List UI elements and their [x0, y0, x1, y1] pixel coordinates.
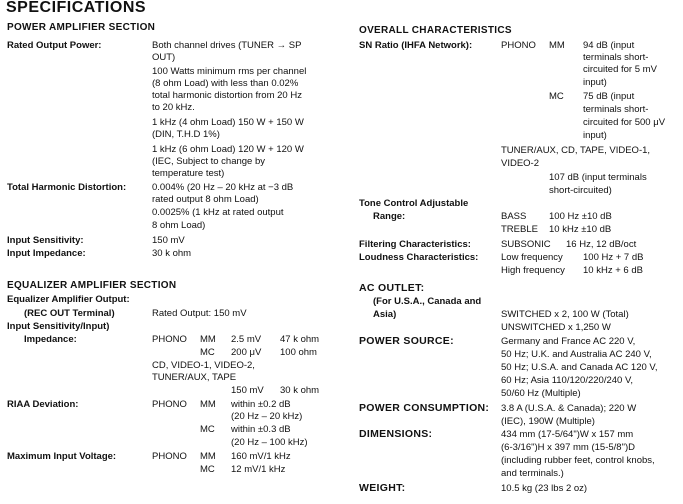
dimensions-line: (including rubber feet, control knobs, — [501, 455, 655, 466]
thd-line: 0.004% (20 Hz – 20 kHz at −3 dB — [152, 182, 294, 193]
rec-out-label: (REC OUT Terminal) — [24, 308, 115, 319]
mm-sensitivity: 2.5 mV — [231, 334, 262, 345]
rated-output-line: 1 kHz (4 ohm Load) 150 W + 150 W — [152, 117, 304, 128]
loudness-high-label: High frequency — [501, 265, 565, 276]
rated-output-line: 100 Watts minimum rms per channel — [152, 66, 307, 77]
weight-value: 10.5 kg (23 lbs 2 oz) — [501, 483, 588, 494]
input-sensitivity-impedance-label: Input Sensitivity/Input) — [7, 321, 110, 332]
thd-line: rated output 8 ohm Load) — [152, 194, 259, 205]
sn-other-value: short-circuited) — [549, 185, 612, 196]
power-consumption-heading: POWER CONSUMPTION: — [359, 402, 490, 414]
weight-heading: WEIGHT: — [359, 482, 406, 494]
input-impedance-value: 30 k ohm — [152, 248, 192, 259]
power-source-line: 50/60 Hz (Multiple) — [501, 388, 581, 399]
dimensions-line: and terminals.) — [501, 468, 564, 479]
eq-output-label: Equalizer Amplifier Output: — [7, 294, 130, 305]
treble-value: 10 kHz ±10 dB — [549, 224, 612, 235]
sn-mm-line: circuited for 5 mV — [583, 64, 657, 75]
rated-output-line: total harmonic distortion from 20 Hz — [152, 90, 302, 101]
dimensions-line: 434 mm (17-5/64")W x 157 mm — [501, 429, 634, 440]
mc-label: MC — [200, 347, 215, 358]
sn-mc-line: circuited for 500 μV — [583, 117, 666, 128]
power-amp-heading: POWER AMPLIFIER SECTION — [7, 22, 156, 33]
input-impedance-label: Input Impedance: — [7, 248, 86, 259]
mm-impedance: 47 k ohm — [280, 334, 320, 345]
ac-outlet-sub: (For U.S.A., Canada and — [373, 296, 482, 307]
sn-mm-label: MM — [549, 40, 565, 51]
loudness-low-value: 100 Hz + 7 dB — [583, 252, 644, 263]
max-mc-label: MC — [200, 464, 215, 475]
mm-label: MM — [200, 334, 216, 345]
riaa-mm-range: (20 Hz – 20 kHz) — [231, 411, 303, 422]
loudness-label: Loudness Characteristics: — [359, 252, 479, 263]
loudness-high-value: 10 kHz + 6 dB — [583, 265, 643, 276]
switched-value: SWITCHED x 2, 100 W (Total) — [501, 309, 629, 320]
other-inputs-line: CD, VIDEO-1, VIDEO-2, — [152, 360, 255, 371]
power-consumption-line: 3.8 A (U.S.A. & Canada); 220 W — [501, 403, 637, 414]
power-source-line: Germany and France AC 220 V, — [501, 336, 636, 347]
mc-sensitivity: 200 μV — [231, 347, 262, 358]
rated-output-line: (DIN, T.H.D 1%) — [152, 129, 220, 140]
riaa-mc-value: within ±0.3 dB — [231, 424, 291, 435]
sn-mc-label: MC — [549, 91, 564, 102]
riaa-mm-value: within ±0.2 dB — [231, 399, 291, 410]
filtering-label: Filtering Characteristics: — [359, 239, 471, 250]
max-mc-value: 12 mV/1 kHz — [231, 464, 286, 475]
power-source-line: 60 Hz; Asia 110/120/220/240 V, — [501, 375, 634, 386]
ac-outlet-sub: Asia) — [373, 309, 397, 320]
phono-label: PHONO — [152, 334, 187, 345]
tone-range-label: Range: — [373, 211, 406, 222]
rated-output-line: Both channel drives (TUNER → SP — [152, 40, 302, 51]
rated-output-line: (8 ohm Load) with less than 0.02% — [152, 78, 299, 89]
thd-label: Total Harmonic Distortion: — [7, 182, 127, 193]
riaa-mc-label: MC — [200, 424, 215, 435]
sn-phono-label: PHONO — [501, 40, 536, 51]
sn-other-inputs: TUNER/AUX, CD, TAPE, VIDEO-1, — [501, 145, 651, 156]
rated-output-line: (IEC, Subject to change by — [152, 156, 266, 167]
ac-outlet-heading: AC OUTLET: — [359, 282, 425, 294]
sn-mm-line: terminals short- — [583, 52, 649, 63]
input-sensitivity-label: Input Sensitivity: — [7, 235, 84, 246]
sn-ratio-label: SN Ratio (IHFA Network): — [359, 40, 473, 51]
rated-output-line: temperature test) — [152, 168, 225, 179]
other-inputs-line: TUNER/AUX, TAPE — [152, 372, 237, 383]
riaa-label: RIAA Deviation: — [7, 399, 79, 410]
power-source-heading: POWER SOURCE: — [359, 335, 454, 347]
rated-output-line: to 20 kHz. — [152, 102, 195, 113]
rec-out-value: Rated Output: 150 mV — [152, 308, 247, 319]
riaa-phono-label: PHONO — [152, 399, 187, 410]
max-input-label: Maximum Input Voltage: — [7, 451, 117, 462]
tone-control-label: Tone Control Adjustable — [359, 198, 469, 209]
sn-mm-line: 94 dB (input — [583, 40, 635, 51]
sn-other-value: 107 dB (input terminals — [549, 172, 647, 183]
mc-impedance: 100 ohm — [280, 347, 317, 358]
other-impedance: 30 k ohm — [280, 385, 320, 396]
rated-output-label: Rated Output Power: — [7, 40, 102, 51]
max-phono-label: PHONO — [152, 451, 187, 462]
sn-mc-line: input) — [583, 130, 607, 141]
treble-label: TREBLE — [501, 224, 538, 235]
rated-output-line: 1 kHz (6 ohm Load) 120 W + 120 W — [152, 144, 304, 155]
sn-mc-line: terminals short- — [583, 104, 649, 115]
loudness-low-label: Low frequency — [501, 252, 563, 263]
power-source-line: 50 Hz; U.K. and Australia AC 240 V, — [501, 349, 652, 360]
power-source-line: 50 Hz; U.S.A. and Canada AC 120 V, — [501, 362, 658, 373]
riaa-mc-range: (20 Hz – 100 kHz) — [231, 437, 308, 448]
sn-mm-line: input) — [583, 77, 607, 88]
thd-line: 8 ohm Load) — [152, 220, 206, 231]
overall-heading: OVERALL CHARACTERISTICS — [359, 25, 512, 36]
page-title: SPECIFICATIONS — [6, 0, 147, 16]
sn-mc-line: 75 dB (input — [583, 91, 635, 102]
dimensions-line: (6-3/16")H x 397 mm (15-5/8")D — [501, 442, 635, 453]
impedance-label: Impedance: — [24, 334, 77, 345]
rated-output-line: OUT) — [152, 52, 176, 63]
thd-line: 0.0025% (1 kHz at rated output — [152, 207, 284, 218]
eq-amp-heading: EQUALIZER AMPLIFIER SECTION — [7, 280, 177, 291]
sn-other-inputs: VIDEO-2 — [501, 158, 540, 169]
bass-label: BASS — [501, 211, 527, 222]
input-sensitivity-value: 150 mV — [152, 235, 185, 246]
bass-value: 100 Hz ±10 dB — [549, 211, 612, 222]
power-consumption-line: (IEC), 190W (Multiple) — [501, 416, 595, 427]
subsonic-value: 16 Hz, 12 dB/oct — [566, 239, 637, 250]
max-mm-label: MM — [200, 451, 216, 462]
subsonic-label: SUBSONIC — [501, 239, 551, 250]
max-mm-value: 160 mV/1 kHz — [231, 451, 291, 462]
other-sensitivity: 150 mV — [231, 385, 264, 396]
riaa-mm-label: MM — [200, 399, 216, 410]
unswitched-value: UNSWITCHED x 1,250 W — [501, 322, 611, 333]
dimensions-heading: DIMENSIONS: — [359, 428, 433, 440]
